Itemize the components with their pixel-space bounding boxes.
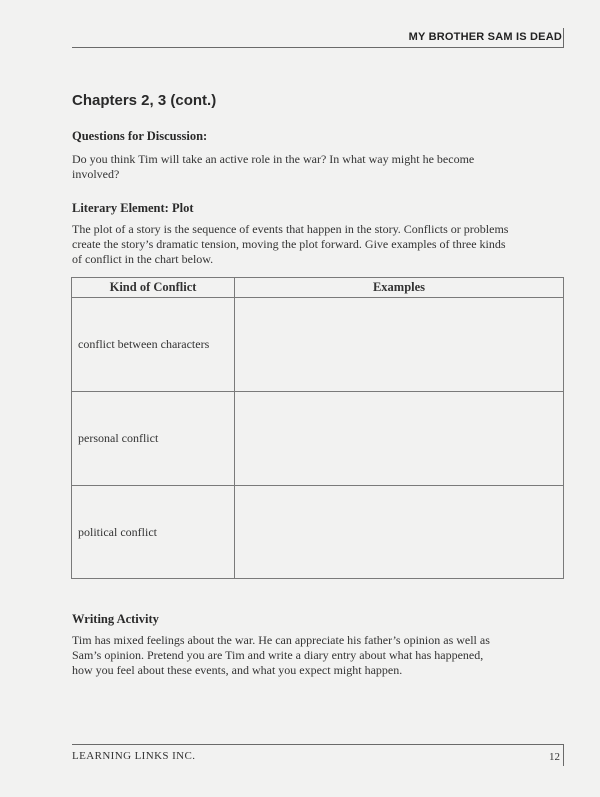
examples-cell[interactable] [235, 486, 564, 579]
examples-cell[interactable] [235, 298, 564, 392]
chapter-heading: Chapters 2, 3 (cont.) [72, 92, 217, 109]
table-row [72, 392, 564, 486]
writing-line: Tim has mixed feelings about the war. He can appreciate his father’s opinion as well as [72, 633, 490, 647]
discussion-heading: Questions for Discussion: [72, 129, 208, 143]
kind-cell: political conflict [72, 486, 235, 579]
literary-heading: Literary Element: Plot [72, 201, 194, 215]
conflict-chart [71, 277, 564, 579]
kind-cell: conflict between characters [72, 298, 235, 392]
literary-line: The plot of a story is the sequence of events that happen in the story. Conflicts or problems [72, 222, 509, 236]
conflict-chart-header-row [72, 278, 564, 298]
page-number: 12 [549, 751, 560, 763]
writing-heading: Writing Activity [72, 612, 159, 626]
footer-rule [72, 744, 564, 745]
examples-cell[interactable] [235, 392, 564, 486]
table-row [72, 298, 564, 392]
writing-text [72, 633, 542, 678]
footer-vertical-rule [563, 744, 564, 766]
table-row [72, 486, 564, 579]
publisher-name: LEARNING LINKS INC. [72, 750, 196, 762]
kind-cell: personal conflict [72, 392, 235, 486]
literary-line: of conflict in the chart below. [72, 252, 214, 266]
literary-text [72, 222, 542, 267]
discussion-line: involved? [72, 167, 120, 181]
header-vertical-rule [563, 28, 564, 48]
header-rule [72, 47, 564, 48]
discussion-text [72, 152, 542, 182]
writing-line: Sam’s opinion. Pretend you are Tim and write a diary entry about what has happened, [72, 648, 484, 662]
literary-line: create the story’s dramatic tension, moving the plot forward. Give examples of three kinds [72, 237, 506, 251]
column-header-kind: Kind of Conflict [72, 278, 235, 298]
column-header-examples: Examples [235, 278, 564, 298]
book-title: MY BROTHER SAM IS DEAD [408, 31, 562, 43]
discussion-line: Do you think Tim will take an active role in the war? In what way might he become [72, 152, 475, 166]
writing-line: how you feel about these events, and what you expect might happen. [72, 663, 403, 677]
